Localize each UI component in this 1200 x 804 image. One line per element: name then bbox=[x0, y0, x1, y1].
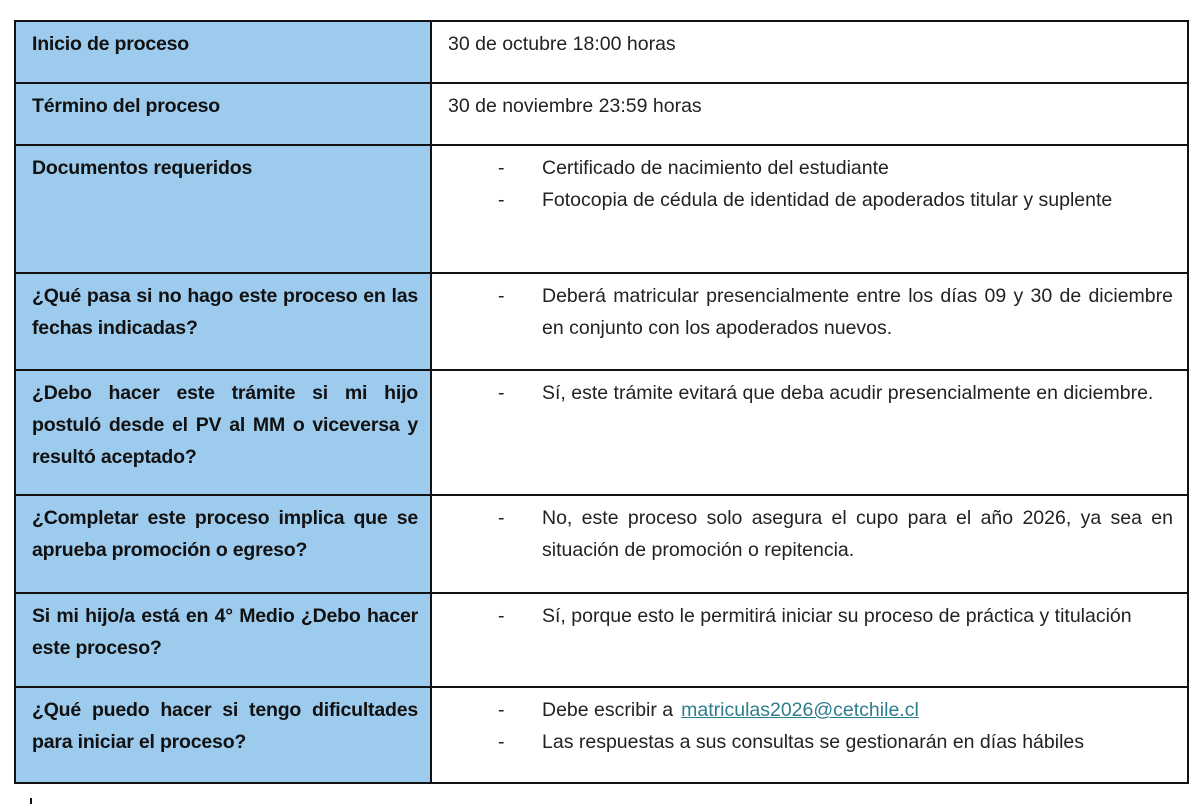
question-label: Documentos requeridos bbox=[32, 157, 253, 179]
answer-list bbox=[432, 146, 1187, 216]
question-cell bbox=[15, 495, 431, 593]
answer-list bbox=[432, 594, 1187, 632]
answer-text: 30 de noviembre 23:59 horas bbox=[448, 95, 702, 117]
answer-item-text: No, este proceso solo asegura el cupo para el año 2026, ya sea en situación de promoción o repitencia. bbox=[542, 507, 1173, 561]
answer-item-text: Sí, este trámite evitará que deba acudir presencialmente en diciembre. bbox=[542, 382, 1154, 404]
answer-list bbox=[432, 274, 1187, 344]
answer-cell bbox=[431, 593, 1188, 687]
question-cell bbox=[15, 83, 431, 145]
question-label: Término del proceso bbox=[32, 95, 220, 117]
list-item bbox=[432, 184, 1173, 216]
table-row-promotion bbox=[15, 495, 1188, 593]
answer-item-text: Deberá matricular presencialmente entre los días 09 y 30 de diciembre en conjunto con los apoderados nuevos. bbox=[542, 285, 1173, 339]
answer-item-text: Debe escribir a bbox=[542, 699, 674, 721]
answer-list bbox=[432, 496, 1187, 566]
answer-list bbox=[432, 688, 1187, 758]
dash-bullet-icon: - bbox=[498, 699, 505, 721]
table-row-pv-mm bbox=[15, 370, 1188, 495]
question-label: Si mi hijo/a está en 4° Medio ¿Debo hacer este proceso? bbox=[32, 605, 418, 659]
dash-bullet-icon: - bbox=[498, 189, 505, 211]
question-label: ¿Qué pasa si no hago este proceso en las fechas indicadas? bbox=[32, 285, 418, 339]
question-label: ¿Completar este proceso implica que se aprueba promoción o egreso? bbox=[32, 507, 418, 561]
answer-item-text: Fotocopia de cédula de identidad de apoderados titular y suplente bbox=[542, 189, 1113, 211]
question-cell bbox=[15, 273, 431, 370]
list-item bbox=[432, 600, 1173, 632]
answer-cell bbox=[431, 273, 1188, 370]
question-cell bbox=[15, 145, 431, 273]
answer-cell bbox=[431, 145, 1188, 273]
answer-text: 30 de octubre 18:00 horas bbox=[448, 33, 676, 55]
dash-bullet-icon: - bbox=[498, 731, 505, 753]
question-cell bbox=[15, 593, 431, 687]
answer-item-text: Las respuestas a sus consultas se gestionarán en días hábiles bbox=[542, 731, 1085, 753]
process-info-table bbox=[14, 20, 1189, 784]
table-row-difficulties bbox=[15, 687, 1188, 783]
answer-cell bbox=[431, 21, 1188, 83]
email-link[interactable]: matriculas2026@cetchile.cl bbox=[681, 699, 919, 721]
answer-list bbox=[432, 371, 1187, 409]
question-label: ¿Qué puedo hacer si tengo dificultades para iniciar el proceso? bbox=[32, 699, 418, 753]
answer-cell bbox=[431, 495, 1188, 593]
text-cursor-mark bbox=[30, 798, 32, 804]
question-label: Inicio de proceso bbox=[32, 33, 189, 55]
table-row-cuarto-medio bbox=[15, 593, 1188, 687]
table-row-missed-dates bbox=[15, 273, 1188, 370]
dash-bullet-icon: - bbox=[498, 157, 505, 179]
question-cell bbox=[15, 21, 431, 83]
dash-bullet-icon: - bbox=[498, 285, 505, 307]
list-item bbox=[432, 694, 1173, 726]
list-item bbox=[432, 280, 1173, 344]
question-cell bbox=[15, 687, 431, 783]
table-row-documents bbox=[15, 145, 1188, 273]
answer-cell bbox=[431, 687, 1188, 783]
list-item bbox=[432, 502, 1173, 566]
question-label: ¿Debo hacer este trámite si mi hijo postuló desde el PV al MM o viceversa y resultó aceptado? bbox=[32, 382, 418, 468]
dash-bullet-icon: - bbox=[498, 507, 505, 529]
table-row-start bbox=[15, 21, 1188, 83]
answer-item-text: Certificado de nacimiento del estudiante bbox=[542, 157, 889, 179]
list-item bbox=[432, 152, 1173, 184]
answer-cell bbox=[431, 370, 1188, 495]
answer-cell bbox=[431, 83, 1188, 145]
question-cell bbox=[15, 370, 431, 495]
answer-item-text: Sí, porque esto le permitirá iniciar su proceso de práctica y titulación bbox=[542, 605, 1132, 627]
dash-bullet-icon: - bbox=[498, 605, 505, 627]
list-item bbox=[432, 377, 1173, 409]
dash-bullet-icon: - bbox=[498, 382, 505, 404]
list-item bbox=[432, 726, 1173, 758]
table-row-end bbox=[15, 83, 1188, 145]
